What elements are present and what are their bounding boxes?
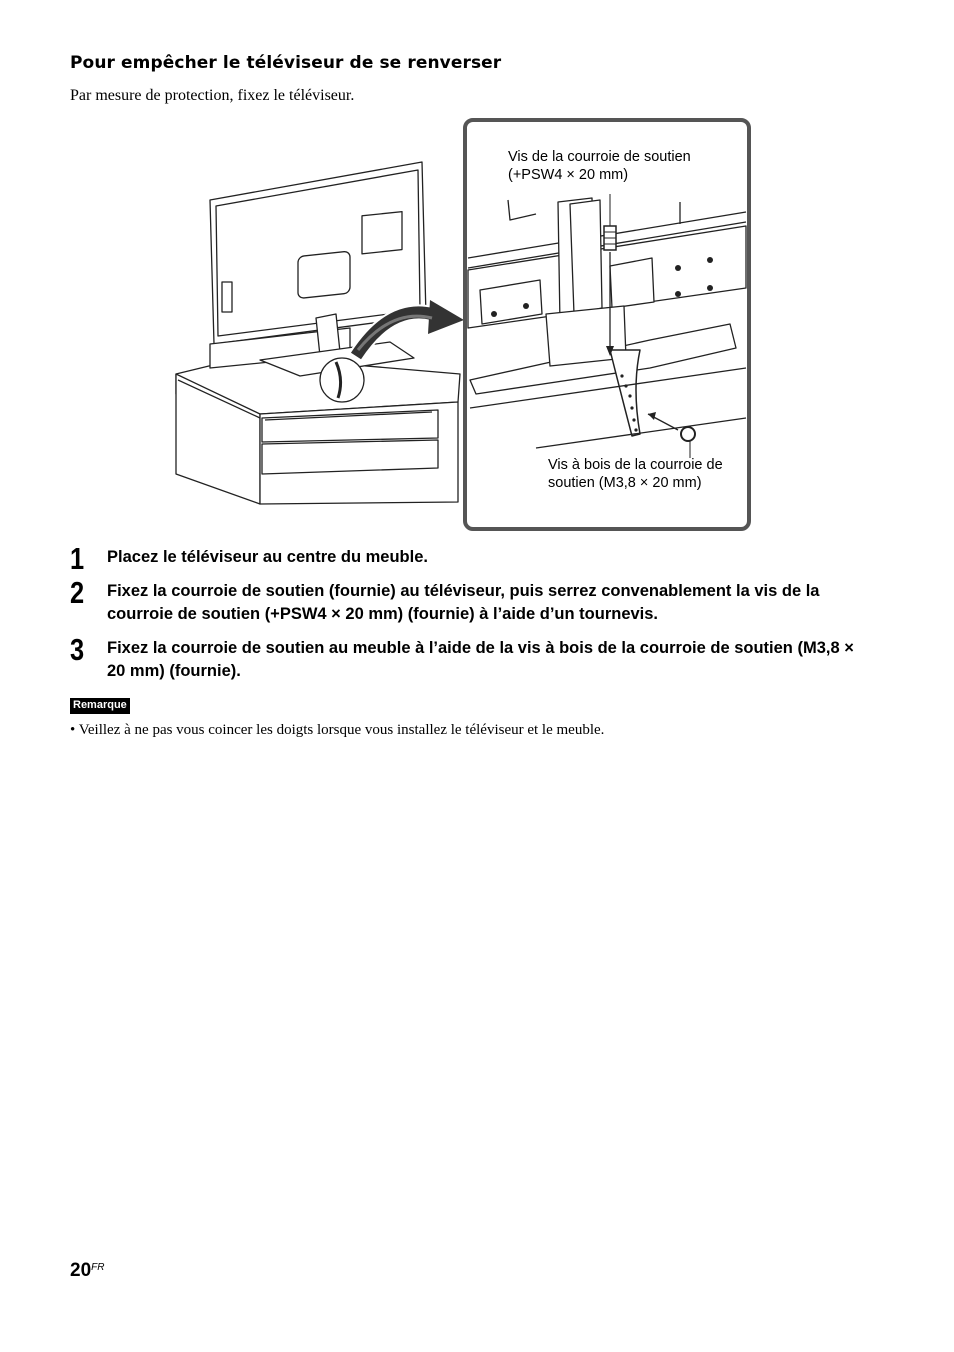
screw-callout: Vis de la courroie de soutien (+PSW4 × 20 mm) (508, 149, 691, 183)
wood-screw-callout: Vis à bois de la courroie de soutien (M3,8 × 20 mm) (548, 457, 723, 491)
page-number: $20^{FR}$ (70, 1260, 105, 1281)
illustration-figure (170, 118, 752, 532)
cabinet-drawing (176, 356, 460, 504)
step-2 (70, 575, 870, 626)
step-text: Fixez la courroie de soutien (fournie) au téléviseur, puis serrez convenablement la vis de la courroie de soutien (+PSW4 × 20 mm) (fournie) à l’aide d’un tournevis. (107, 582, 820, 623)
note-badge: Remarque (70, 698, 130, 714)
section-heading: Pour empêcher le téléviseur de se renverser (70, 53, 502, 73)
step-number: 2 (70, 575, 85, 610)
note-text: • Veillez à ne pas vous coincer les doigts lorsque vous installez le téléviseur et le meuble. (70, 722, 605, 738)
step-number: 3 (70, 632, 85, 667)
step-text: Placez le téléviseur au centre du meuble. (107, 548, 428, 566)
step-number: 1 (70, 541, 85, 576)
step-list (70, 538, 870, 683)
step-3 (70, 632, 870, 683)
step-text: Fixez la courroie de soutien au meuble à l’aide de la vis à bois de la courroie de soutien (M3,8 × 20 mm) (fournie). (107, 639, 854, 680)
intro-text: Par mesure de protection, fixez le téléviseur. (70, 87, 355, 104)
language-code: FR (91, 1262, 105, 1273)
step-1 (70, 541, 870, 576)
tv-back-drawing (210, 162, 426, 376)
